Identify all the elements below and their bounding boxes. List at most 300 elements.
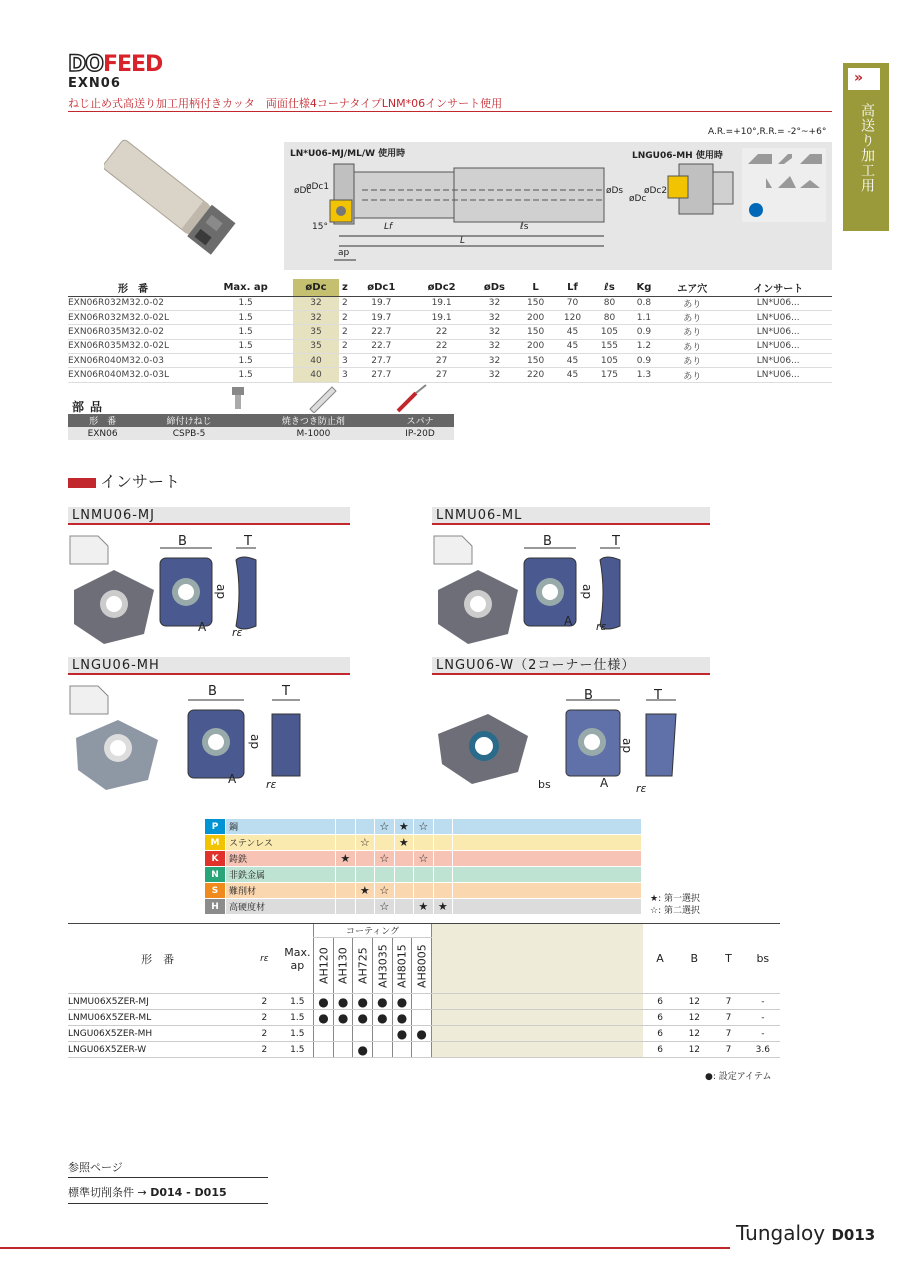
header-divider — [68, 111, 832, 112]
parts-title: 部品 — [72, 400, 109, 414]
mh-dim-re: rε — [266, 778, 277, 791]
material-spacer — [453, 867, 642, 883]
spec-cell: 155 — [591, 339, 628, 353]
mh-dim-a: A — [228, 772, 237, 786]
page-subtitle: ねじ止め式高送り加工用柄付きカッタ 両面仕様4コーナタイプLNM*06インサート使用 — [68, 97, 503, 110]
grade-model: LNGU06X5ZER-W — [68, 1042, 247, 1058]
grade-maxap: 1.5 — [281, 994, 313, 1010]
spec-cell: 1.5 — [198, 296, 293, 310]
spec-cell: 35 — [293, 339, 338, 353]
insert-head-ml: LNMU06-ML — [432, 507, 710, 525]
spec-cell: 19.7 — [351, 296, 411, 310]
grade-b: 12 — [677, 1042, 711, 1058]
dim-dc1: øDc1 — [306, 182, 330, 192]
footer-rule — [0, 1247, 730, 1249]
col-dc: øDc — [293, 279, 338, 296]
dim-ap: ap — [338, 248, 350, 258]
material-row — [205, 883, 642, 899]
grade-mark: ★ — [355, 883, 375, 899]
spec-cell: 1.5 — [198, 368, 293, 382]
grade-t: 7 — [711, 1042, 745, 1058]
spec-cell: LN*U06... — [724, 339, 832, 353]
legend-first: ★: 第一選択 — [650, 894, 700, 904]
material-name: 非鉄金属 — [226, 867, 336, 883]
ml-dim-t: T — [612, 534, 620, 549]
grade-mark: ★ — [394, 819, 414, 835]
grade-mark: ★ — [433, 899, 453, 915]
mark-legend — [650, 893, 700, 917]
spec-cell: あり — [660, 354, 724, 368]
grade-name: AH120 — [314, 938, 334, 994]
grade-name: AH130 — [333, 938, 353, 994]
stock-dot — [333, 1026, 353, 1042]
dim-dc2: øDc2 — [644, 186, 668, 196]
parts-model: EXN06 — [68, 427, 137, 440]
spec-cell: 27.7 — [351, 354, 411, 368]
wrench-icon — [398, 385, 426, 411]
dim-ls: ℓs — [520, 222, 529, 232]
col-lf: Lf — [554, 279, 591, 296]
grade-mark — [375, 867, 395, 883]
spec-cell: EXN06R032M32.0-02L — [68, 310, 198, 324]
cutter-tool-image — [104, 128, 244, 268]
stock-dot: ● — [373, 994, 393, 1010]
grade-name: AH3035 — [373, 938, 393, 994]
spec-cell: 1.5 — [198, 354, 293, 368]
grade-re: 2 — [247, 1042, 281, 1058]
spec-cell: 175 — [591, 368, 628, 382]
spec-cell: EXN06R032M32.0-02 — [68, 296, 198, 310]
grade-mark — [336, 835, 356, 851]
spec-cell: 0.9 — [628, 325, 660, 339]
spec-cell: EXN06R040M32.0-03 — [68, 354, 198, 368]
dim-ds: øDs — [606, 186, 624, 196]
grade-mark — [433, 867, 453, 883]
spec-row — [68, 339, 832, 353]
spec-cell: 1.1 — [628, 310, 660, 324]
grade-bs: - — [746, 1010, 780, 1026]
spec-cell: 45 — [554, 339, 591, 353]
spec-cell: LN*U06... — [724, 296, 832, 310]
mj-dim-ap: ap — [214, 584, 228, 599]
grade-mark: ★ — [414, 899, 434, 915]
spec-cell: 40 — [293, 368, 338, 382]
grade-mark — [414, 835, 434, 851]
grade-t: 7 — [711, 1010, 745, 1026]
grade-a: 6 — [643, 1010, 677, 1026]
material-name: 難削材 — [226, 883, 336, 899]
grade-mark — [394, 867, 414, 883]
grade-spacer — [431, 924, 642, 994]
spec-cell: 45 — [554, 325, 591, 339]
spec-cell: あり — [660, 325, 724, 339]
chevron-icon: » — [847, 67, 881, 91]
material-spacer — [453, 883, 642, 899]
grade-table — [68, 923, 780, 1058]
material-code: P — [205, 819, 226, 835]
grade-mark — [355, 899, 375, 915]
spec-cell: 2 — [339, 339, 352, 353]
grade-mark — [414, 883, 434, 899]
material-code: N — [205, 867, 226, 883]
grade-mark — [394, 851, 414, 867]
material-code: S — [205, 883, 226, 899]
ref-link[interactable]: 標準切削条件 → D014 - D015 — [68, 1186, 227, 1199]
dim-lf: Lf — [384, 222, 393, 232]
stock-dot: ● — [353, 1010, 373, 1026]
material-row — [205, 819, 642, 835]
spec-cell: 22.7 — [351, 339, 411, 353]
side-tab — [843, 63, 889, 231]
parts-col-lubricant: 焼きつき防止剤 — [241, 414, 386, 427]
spec-cell: あり — [660, 368, 724, 382]
spec-cell: 35 — [293, 325, 338, 339]
spec-cell: 2 — [339, 296, 352, 310]
insert-figure-mh — [68, 684, 348, 800]
material-row — [205, 851, 642, 867]
material-table — [204, 818, 642, 915]
ml-dim-b: B — [543, 534, 552, 549]
spec-cell: EXN06R035M32.0-02L — [68, 339, 198, 353]
material-row — [205, 899, 642, 915]
spec-cell: 22 — [411, 325, 471, 339]
spec-cell: 0.8 — [628, 296, 660, 310]
diagram-drawing — [284, 142, 832, 270]
parts-icons — [220, 383, 450, 413]
spec-cell: 32 — [472, 296, 517, 310]
w-dim-ap: ap — [620, 738, 634, 753]
grade-mark — [355, 851, 375, 867]
grade-a: 6 — [643, 1026, 677, 1042]
spec-cell: 27 — [411, 354, 471, 368]
spec-row — [68, 310, 832, 324]
spec-cell: 0.9 — [628, 354, 660, 368]
grade-name: AH8015 — [392, 938, 412, 994]
spec-cell: 1.5 — [198, 339, 293, 353]
grade-row — [68, 1026, 780, 1042]
grade-model: LNGU06X5ZER-MH — [68, 1026, 247, 1042]
grade-mark: ☆ — [375, 819, 395, 835]
stock-dot — [392, 1042, 412, 1058]
spec-row — [68, 354, 832, 368]
spec-cell: 220 — [517, 368, 554, 382]
spec-cell: 2 — [339, 310, 352, 324]
side-tab-label: 高送り加工用 — [859, 103, 875, 193]
grade-mark — [394, 883, 414, 899]
spec-cell: 32 — [293, 296, 338, 310]
spec-cell: 3 — [339, 354, 352, 368]
stock-dot: ● — [353, 1042, 373, 1058]
col-model: 形 番 — [68, 279, 198, 296]
stock-dot: ● — [314, 994, 334, 1010]
spec-cell: 22 — [411, 339, 471, 353]
stock-dot — [373, 1042, 393, 1058]
ref-divider-1 — [68, 1177, 268, 1178]
grade-mark — [433, 883, 453, 899]
spec-cell: 3 — [339, 368, 352, 382]
grade-col-b: B — [677, 924, 711, 994]
parts-wrench: IP-20D — [386, 427, 454, 440]
insert-section-title: インサート — [68, 469, 180, 492]
w-dim-b: B — [584, 688, 593, 703]
stock-dot — [333, 1042, 353, 1058]
stock-dot: ● — [392, 1026, 412, 1042]
material-spacer — [453, 819, 642, 835]
spec-cell: 32 — [293, 310, 338, 324]
grade-bs: 3.6 — [746, 1042, 780, 1058]
spec-cell: 150 — [517, 354, 554, 368]
spec-cell: LN*U06... — [724, 310, 832, 324]
grade-mark: ☆ — [375, 851, 395, 867]
insert-figure-ml — [432, 534, 712, 650]
series-name: EXN06 — [68, 76, 121, 91]
spec-cell: 22.7 — [351, 325, 411, 339]
section-marker — [68, 478, 96, 488]
material-code: H — [205, 899, 226, 915]
grade-spacer — [431, 1026, 642, 1042]
spec-cell: 80 — [591, 296, 628, 310]
grade-mark — [336, 883, 356, 899]
grade-col-re: rε — [247, 924, 281, 994]
col-z: z — [339, 279, 352, 296]
insert-head-w: LNGU06-W（2コーナー仕様） — [432, 657, 710, 675]
stock-dot: ● — [392, 994, 412, 1010]
grade-mark: ★ — [394, 835, 414, 851]
grade-mark: ★ — [336, 851, 356, 867]
grade-col-bs: bs — [746, 924, 780, 994]
grade-mark — [433, 835, 453, 851]
material-row — [205, 835, 642, 851]
material-spacer — [453, 899, 642, 915]
spec-cell: EXN06R040M32.0-03L — [68, 368, 198, 382]
grade-mark — [394, 899, 414, 915]
grade-mark — [414, 867, 434, 883]
grade-mark: ☆ — [355, 835, 375, 851]
spec-cell: 32 — [472, 325, 517, 339]
grade-bs: - — [746, 994, 780, 1010]
material-name: 鋼 — [226, 819, 336, 835]
spec-row — [68, 296, 832, 310]
mh-dim-t: T — [282, 684, 290, 699]
spec-cell: 32 — [472, 368, 517, 382]
dim-dc: øDc — [294, 186, 312, 196]
spec-cell: あり — [660, 310, 724, 324]
spec-cell: 1.2 — [628, 339, 660, 353]
grade-mark — [336, 899, 356, 915]
spec-cell: 1.5 — [198, 325, 293, 339]
dim-l: L — [460, 236, 466, 246]
grade-model: LNMU06X5ZER-MJ — [68, 994, 247, 1010]
spec-cell: 32 — [472, 339, 517, 353]
grade-a: 6 — [643, 1042, 677, 1058]
spec-row — [68, 325, 832, 339]
material-code: K — [205, 851, 226, 867]
grade-row — [68, 1010, 780, 1026]
spec-cell: 200 — [517, 310, 554, 324]
grade-row — [68, 1042, 780, 1058]
grade-mark: ☆ — [375, 883, 395, 899]
spec-cell: 1.5 — [198, 310, 293, 324]
ml-dim-ap: ap — [580, 584, 594, 599]
spec-cell: 32 — [472, 354, 517, 368]
grade-spacer — [431, 1010, 642, 1026]
spec-cell: 27.7 — [351, 368, 411, 382]
stock-dot: ● — [333, 994, 353, 1010]
spec-cell: 200 — [517, 339, 554, 353]
stock-dot — [314, 1042, 334, 1058]
spec-table — [68, 279, 832, 383]
col-kg: Kg — [628, 279, 660, 296]
spec-cell: LN*U06... — [724, 325, 832, 339]
grade-mark — [433, 819, 453, 835]
material-name: 高硬度材 — [226, 899, 336, 915]
parts-col-screw: 締付けねじ — [137, 414, 241, 427]
grade-re: 2 — [247, 1026, 281, 1042]
spec-cell: 45 — [554, 368, 591, 382]
material-name: ステンレス — [226, 835, 336, 851]
parts-screw: CSPB-5 — [137, 427, 241, 440]
grade-mark — [336, 819, 356, 835]
mh-dim-ap: ap — [248, 734, 262, 749]
grade-spacer — [431, 1042, 642, 1058]
mj-dim-b: B — [178, 534, 187, 549]
insert-head-mj: LNMU06-MJ — [68, 507, 350, 525]
grade-re: 2 — [247, 1010, 281, 1026]
spec-cell: LN*U06... — [724, 354, 832, 368]
spec-cell: 120 — [554, 310, 591, 324]
set-item-note: ●: 設定アイテム — [705, 1072, 772, 1082]
spec-cell: EXN06R035M32.0-02 — [68, 325, 198, 339]
w-dim-a: A — [600, 776, 609, 790]
grade-b: 12 — [677, 1010, 711, 1026]
spec-cell: 19.1 — [411, 310, 471, 324]
parts-col-model: 形 番 — [68, 414, 137, 427]
mj-dim-a: A — [198, 620, 207, 634]
material-spacer — [453, 851, 642, 867]
spec-cell: あり — [660, 339, 724, 353]
legend-second: ☆: 第二選択 — [650, 906, 700, 916]
col-ls: ℓs — [591, 279, 628, 296]
screw-icon — [232, 387, 244, 409]
stock-dot — [412, 994, 432, 1010]
spec-cell: 150 — [517, 296, 554, 310]
material-row — [205, 867, 642, 883]
w-dim-re: rε — [636, 782, 647, 795]
col-max-ap: Max. ap — [198, 279, 293, 296]
grade-col-coating: コーティング — [314, 924, 432, 938]
grade-name: AH8005 — [412, 938, 432, 994]
grade-mark — [375, 835, 395, 851]
grade-mark: ☆ — [414, 819, 434, 835]
grade-b: 12 — [677, 1026, 711, 1042]
ref-label: 参照ページ — [68, 1161, 123, 1174]
spec-cell: LN*U06... — [724, 368, 832, 382]
grade-mark — [336, 867, 356, 883]
spec-cell: 105 — [591, 354, 628, 368]
insert-head-mh: LNGU06-MH — [68, 657, 350, 675]
stock-dot — [353, 1026, 373, 1042]
dim-dc-right: øDc — [629, 194, 647, 204]
grade-spacer — [431, 994, 642, 1010]
spec-row — [68, 368, 832, 382]
spec-cell: 19.1 — [411, 296, 471, 310]
stock-dot — [373, 1026, 393, 1042]
grade-bs: - — [746, 1026, 780, 1042]
material-name: 鋳鉄 — [226, 851, 336, 867]
ref-divider-2 — [68, 1203, 268, 1204]
spec-cell: あり — [660, 296, 724, 310]
stock-dot: ● — [314, 1010, 334, 1026]
mj-dim-t: T — [244, 534, 252, 549]
insert-figure-w — [432, 684, 712, 800]
grade-col-maxap: Max. ap — [281, 924, 313, 994]
spec-cell: 32 — [472, 310, 517, 324]
grade-a: 6 — [643, 994, 677, 1010]
grade-t: 7 — [711, 1026, 745, 1042]
grade-col-model: 形 番 — [68, 924, 247, 994]
rake-angle-note: A.R.=+10°,R.R.= -2°~+6° — [708, 127, 827, 137]
stock-dot: ● — [392, 1010, 412, 1026]
grade-t: 7 — [711, 994, 745, 1010]
stock-dot: ● — [333, 1010, 353, 1026]
parts-lubricant: M-1000 — [241, 427, 386, 440]
grade-mark: ☆ — [414, 851, 434, 867]
stock-dot: ● — [373, 1010, 393, 1026]
grade-maxap: 1.5 — [281, 1026, 313, 1042]
grade-mark — [433, 851, 453, 867]
material-spacer — [453, 835, 642, 851]
spec-cell: 150 — [517, 325, 554, 339]
brand-footer: Tungaloy D013 — [736, 1221, 876, 1245]
spec-cell: 40 — [293, 354, 338, 368]
grade-mark — [355, 867, 375, 883]
spec-cell: 2 — [339, 325, 352, 339]
stock-dot: ● — [412, 1026, 432, 1042]
grade-maxap: 1.5 — [281, 1010, 313, 1026]
mh-dim-b: B — [208, 684, 217, 699]
spec-cell: 70 — [554, 296, 591, 310]
grade-re: 2 — [247, 994, 281, 1010]
dimension-diagram — [284, 142, 832, 270]
parts-table — [68, 414, 454, 440]
grade-row — [68, 994, 780, 1010]
diagram-label-right: LNGU06-MH 使用時 — [632, 151, 723, 161]
stock-dot — [314, 1026, 334, 1042]
spec-cell: 45 — [554, 354, 591, 368]
spec-cell: 105 — [591, 325, 628, 339]
grade-mark — [355, 819, 375, 835]
col-l: L — [517, 279, 554, 296]
grade-maxap: 1.5 — [281, 1042, 313, 1058]
grade-model: LNMU06X5ZER-ML — [68, 1010, 247, 1026]
col-insert: インサート — [724, 279, 832, 296]
doofeed-logo: DOFEED — [68, 52, 163, 77]
col-air: エア穴 — [660, 279, 724, 296]
col-dc1: øDc1 — [351, 279, 411, 296]
insert-figure-mj — [68, 534, 348, 650]
stock-dot — [412, 1042, 432, 1058]
spec-cell: 19.7 — [351, 310, 411, 324]
mj-dim-re: rε — [232, 626, 243, 639]
diagram-label-left: LN*U06-MJ/ML/W 使用時 — [290, 149, 406, 159]
grade-col-t: T — [711, 924, 745, 994]
spec-cell: 80 — [591, 310, 628, 324]
col-dc2: øDc2 — [411, 279, 471, 296]
col-ds: øDs — [472, 279, 517, 296]
dim-angle: 15° — [312, 222, 328, 232]
parts-col-wrench: スパナ — [386, 414, 454, 427]
grade-b: 12 — [677, 994, 711, 1010]
